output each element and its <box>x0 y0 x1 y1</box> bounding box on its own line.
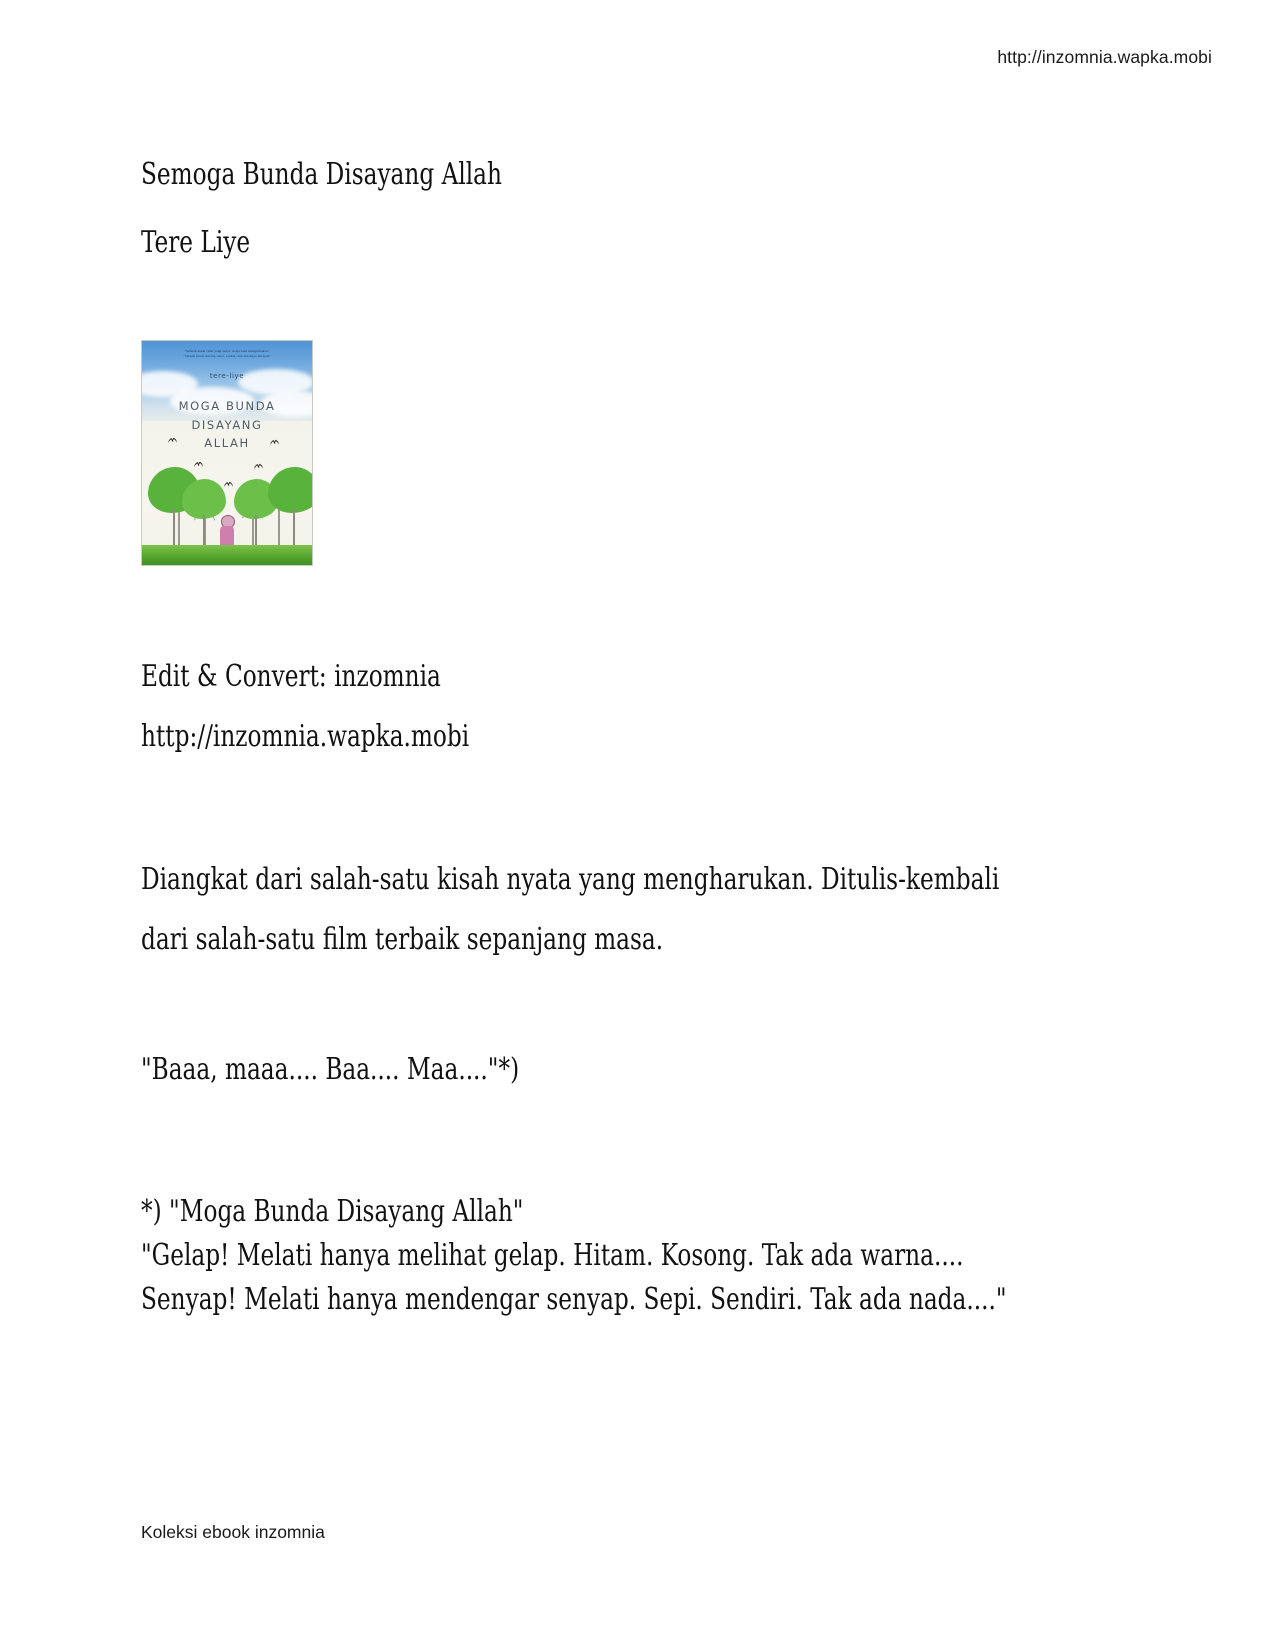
sound-quote-block <box>141 1052 1121 1087</box>
bird-icon <box>270 439 279 444</box>
cover-grass <box>142 545 312 565</box>
bird-icon <box>254 463 263 468</box>
edit-convert-line: Edit & Convert: inzomnia <box>141 659 441 694</box>
credits-url: http://inzomnia.wapka.mobi <box>141 719 470 754</box>
book-cover-figure <box>141 340 313 566</box>
credits-block <box>141 659 1121 754</box>
running-footer: Koleksi ebook inzomnia <box>141 1522 325 1542</box>
cover-author-script: tere-liye <box>209 372 245 380</box>
cover-blurb <box>154 349 300 360</box>
bird-icon <box>168 437 177 442</box>
footnote-line-3: Senyap! Melati hanya mendengar senyap. Sepi. Sendiri. Tak ada nada...." <box>141 1282 1007 1317</box>
intro-line-2: dari salah-satu film terbaik sepanjang masa. <box>141 922 664 957</box>
book-cover-image <box>141 340 313 566</box>
author-name: Tere Liye <box>141 225 251 260</box>
cover-title-line-2: DISAYANG <box>191 417 263 432</box>
spacer <box>141 692 1121 722</box>
cover-title <box>142 397 312 453</box>
spacer <box>141 895 1121 925</box>
running-header-url: http://inzomnia.wapka.mobi <box>997 47 1212 67</box>
cover-title-line-3: ALLAH <box>204 436 250 451</box>
page-title: Semoga Bunda Disayang Allah <box>141 157 502 192</box>
intro-line-1: Diangkat dari salah-satu kisah nyata yang mengharukan. Ditulis-kembali <box>141 862 1000 897</box>
intro-paragraph <box>141 862 1121 957</box>
footnote-line-2: "Gelap! Melati hanya melihat gelap. Hitam. Kosong. Tak ada warna.... <box>141 1238 964 1273</box>
cover-blurb-line-2: "Sebuah kisah tentang sabar, syukur, dan indahnya harapan" <box>183 354 271 359</box>
tree <box>268 463 313 547</box>
footnote-block <box>141 1194 1121 1317</box>
sound-quote-line: "Baaa, maaa.... Baa.... Maa...."*) <box>141 1052 520 1087</box>
child-figure <box>219 515 235 549</box>
footnote-line-1: *) "Moga Bunda Disayang Allah" <box>141 1194 524 1229</box>
cover-blurb-line-1: "Sebuah kisah cinta yang sunyi, tetapi kuat mengharukan" <box>184 349 270 353</box>
cover-title-line-1: MOGA BUNDA <box>178 399 276 413</box>
title-block <box>141 157 1101 260</box>
